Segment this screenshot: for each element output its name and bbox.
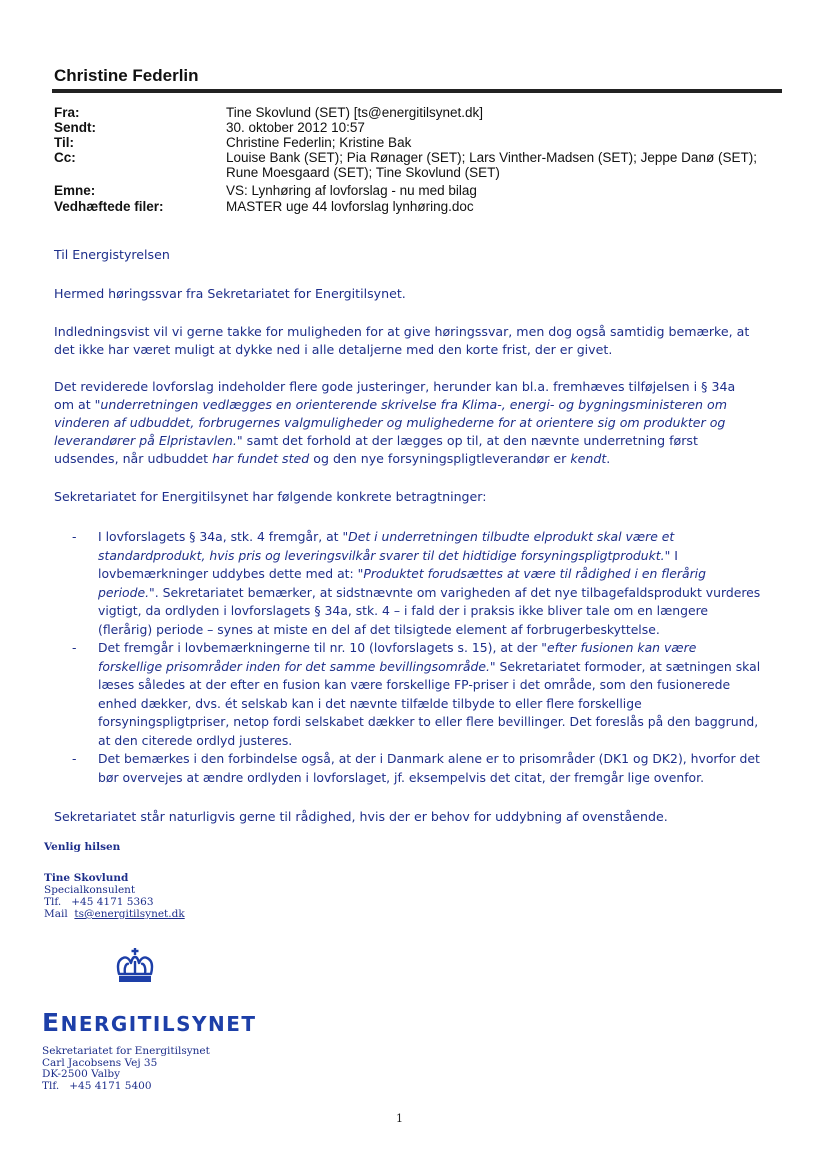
phone-label: Tlf.	[42, 1079, 60, 1092]
signature-closing	[44, 841, 120, 853]
quote: "Produktet forudsættes at være til rådighed i en flerårig periode."	[98, 566, 706, 600]
sender-name: Christine Federlin	[54, 66, 199, 85]
quote: "Det i underretningen tilbudte elprodukt skal være et standardprodukt, hvis pris og leveringsvilkår svarer til det hidtidige forsyningspligtprodukt."	[98, 529, 675, 563]
to-value: Christine Federlin; Kristine Bak	[226, 135, 412, 150]
to-label: Til:	[54, 135, 74, 150]
cc-label: Cc:	[54, 150, 76, 165]
text: . Sekretariatet bemærker, at sidstnævnte om varigheden af det nye tilbagefaldsprodukt vurderes vigtigt, da ordlyden i lovforslagets § 34a, stk. 4 – i fald der i praksis ikke bliver tale om en længere (flerårig) periode – synes at miste en del af det tilsigtede element af forbrugerbeskyttelse.	[98, 584, 761, 637]
bullet-dash: -	[72, 751, 77, 766]
emphasis: kendt	[570, 451, 607, 466]
crown-icon	[112, 946, 158, 986]
brand-logo	[42, 1008, 257, 1037]
address-line: Carl Jacobsens Vej 35	[42, 1056, 158, 1069]
observation-list	[72, 528, 762, 787]
paragraph-intro: Hermed høringssvar fra Sekretariatet for Energitilsynet.	[54, 286, 406, 301]
text: Det fremgår i lovbemærkningerne til nr. 10 (lovforslagets s. 15), at der	[98, 640, 542, 655]
cc-value-line2: Rune Moesgaard (SET); Tine Skovlund (SET)	[226, 165, 500, 180]
signature-name: Tine Skovlund	[44, 872, 129, 884]
paragraph-observations: Sekretariatet for Energitilsynet har følgende konkrete betragtninger:	[54, 489, 487, 504]
signature-block	[44, 872, 185, 920]
attachment-link[interactable]: MASTER uge 44 lovforslag lynhøring.doc	[226, 199, 474, 214]
header-rule	[52, 89, 782, 93]
list-item	[72, 750, 762, 787]
phone-number: +45 4171 5363	[71, 896, 154, 908]
subject-label: Emne:	[54, 183, 96, 198]
text: .	[606, 451, 611, 466]
email-link[interactable]: ts@energitilsynet.dk	[74, 908, 185, 920]
signature-role: Specialkonsulent	[44, 884, 136, 896]
text: I lovbemærkninger uddybes dette med at:	[98, 547, 678, 581]
bullet-dash: -	[72, 529, 77, 544]
cc-value-line1: Louise Bank (SET); Pia Rønager (SET); Lars Vinther-Madsen (SET); Jeppe Danø (SET);	[226, 150, 757, 165]
brand-rest: NERGITILSYNET	[60, 1012, 257, 1036]
bullet-dash: -	[72, 640, 77, 655]
mail-label: Mail	[44, 908, 68, 920]
address-line: DK-2500 Valby	[42, 1068, 120, 1080]
text: og den nye forsyningspligtleverandør er	[309, 451, 571, 466]
text: samt det forhold at der lægges op til, at den nævnte underretning først udsendes, når udbuddet	[54, 433, 698, 466]
quote: "underretningen vedlægges en orienterende skrivelse fra Klima-, energi- og bygningsministeren om vinderen af udbuddet, forbrugernes valgmuligheder og mulighederne for at orientere sig om produkter og leverandører på Elpristavlen."	[54, 397, 727, 448]
sent-value: 30. oktober 2012 10:57	[226, 120, 365, 135]
greeting: Til Energistyrelsen	[54, 247, 170, 262]
attachments-label: Vedhæftede filer:	[54, 199, 164, 214]
list-item	[72, 639, 762, 750]
text: I lovforslagets § 34a, stk. 4 fremgår, at	[98, 529, 343, 544]
paragraph-closing: Sekretariatet står naturligvis gerne til rådighed, hvis der er behov for uddybning af ovenstående.	[54, 809, 668, 824]
closing-text: Venlig hilsen	[44, 841, 121, 853]
text: Det bemærkes i den forbindelse også, at der i Danmark alene er to prisområder (DK1 og DK2), hvorfor det bør overvejes at ændre ordlyden i lovforslaget, jf. eksempelvis det citat, der fremgår lige ovenfor.	[98, 751, 760, 785]
list-item	[72, 528, 762, 639]
paragraph-revision	[54, 378, 754, 468]
phone-label: Tlf.	[44, 896, 62, 908]
address-block	[42, 1046, 210, 1092]
from-label: Fra:	[54, 105, 80, 120]
from-value: Tine Skovlund (SET) [ts@energitilsynet.dk]	[226, 105, 484, 120]
subject-value: VS: Lynhøring af lovforslag - nu med bilag	[226, 183, 477, 198]
paragraph-thanks: Indledningsvist vil vi gerne takke for muligheden for at give høringssvar, men dog også samtidig bemærke, at det ikke har været muligt at dykke ned i alle detaljerne med den korte frist, der er givet.	[54, 324, 750, 357]
text: Sekretariatet formoder, at sætningen skal læses således at der efter en fusion kan være forskellige FP-priser i det område, som den fusionerede enhed dækker, dvs. ét selskab kan i det nævnte tilfælde tilbyde to eller flere forskellige forsyningspligtpriser, netop fordi selskabet dækker to eller flere bevillinger. Det foreslås på den baggrund, at den citerede ordlyd justeres.	[98, 658, 761, 748]
quote: "efter fusionen kan være forskellige prisområder inden for det samme bevillingsområde."	[98, 640, 697, 674]
page-number: 1	[396, 1112, 403, 1125]
text: Det reviderede lovforslag indeholder flere gode justeringer, herunder kan bl.a. fremhæves tilføjelsen i § 34a om at	[54, 379, 736, 412]
address-line: Sekretariatet for Energitilsynet	[42, 1045, 210, 1057]
emphasis: har fundet sted	[212, 451, 310, 466]
phone-number: +45 4171 5400	[69, 1079, 152, 1092]
brand-initial: E	[42, 1008, 61, 1037]
sent-label: Sendt:	[54, 120, 96, 135]
